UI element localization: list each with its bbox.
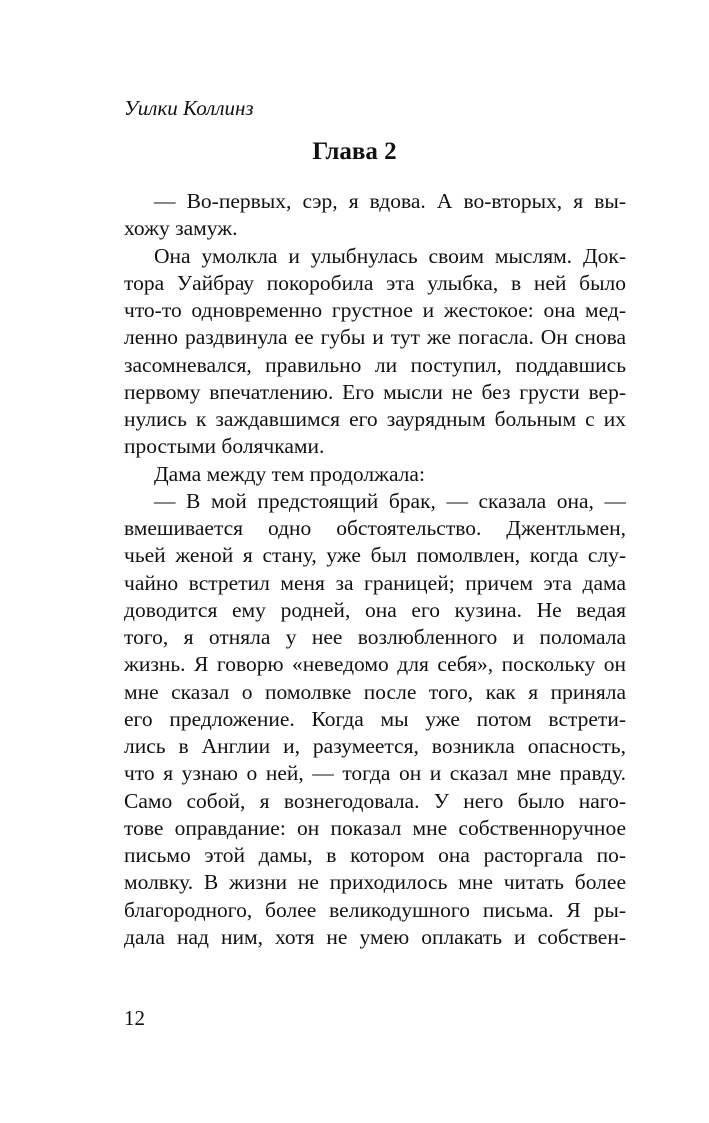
text-line: Она умолкла и улыбнулась своим мыслям. Док- xyxy=(154,243,626,268)
text-line: чайно встретил меня за границей; причем эта дама xyxy=(124,570,626,595)
text-line: Само собой, я вознегодовала. У него было наго- xyxy=(124,788,626,813)
text-line: вмешивается одно обстоятельство. Джентльмен, xyxy=(124,516,626,540)
text-line: нулись к заждавшимся его заурядным больным с их xyxy=(124,407,626,431)
text-line: доводится ему родней, она его кузина. Не ведая xyxy=(124,597,626,622)
text-line: письмо этой дамы, в котором она расторгала по- xyxy=(124,843,626,867)
text-line: — В мой предстоящий брак, — сказала она, — xyxy=(154,488,626,513)
text-line: чьей женой я стану, уже был помолвлен, когда слу- xyxy=(124,543,626,568)
text-line: что-то одновременно грустное и жестокое: она мед- xyxy=(124,298,626,322)
chapter-title: Глава 2 xyxy=(312,138,397,165)
text-line: молвку. В жизни не приходилось мне читать более xyxy=(124,870,626,895)
text-line: того, я отняла у нее возлюбленного и поломала xyxy=(124,625,626,649)
text-line: — Во-первых, сэр, я вдова. А во-вторых, я вы- xyxy=(154,189,626,213)
text-line: первому впечатлению. Его мысли не без грусти вер- xyxy=(124,379,626,404)
text-line: тора Уайбрау покоробила эта улыбка, в ней было xyxy=(124,270,626,295)
text-line: засомневался, правильно ли поступил, поддавшись xyxy=(124,352,626,377)
text-line: жизнь. Я говорю «неведомо для себя», поскольку он xyxy=(124,652,626,677)
text-line: мне сказал о помолвке после того, как я приняла xyxy=(124,679,626,704)
text-line: хожу замуж. xyxy=(124,216,238,241)
text-line: ленно раздвинула ее губы и тут же погасла. Он снова xyxy=(124,325,626,350)
text-line: что я узнаю о ней, — тогда он и сказал мне правду. xyxy=(124,761,626,786)
text-line: Дама между тем продолжала: xyxy=(154,461,425,486)
text-line: его предложение. Когда мы уже потом встрети- xyxy=(124,706,626,731)
running-head: Уилки Коллинз xyxy=(124,96,254,120)
body-text xyxy=(124,188,626,951)
text-line: простыми болячками. xyxy=(124,434,325,459)
text-line: лись в Англии и, разумеется, возникла опасность, xyxy=(124,734,626,758)
text-line: дала над ним, хотя не умею оплакать и собствен- xyxy=(124,924,626,949)
page-number: 12 xyxy=(124,1006,145,1030)
text-line: благородного, более великодушного письма. Я ры- xyxy=(124,897,626,922)
text-line: тове оправдание: он показал мне собственноручное xyxy=(124,815,626,840)
